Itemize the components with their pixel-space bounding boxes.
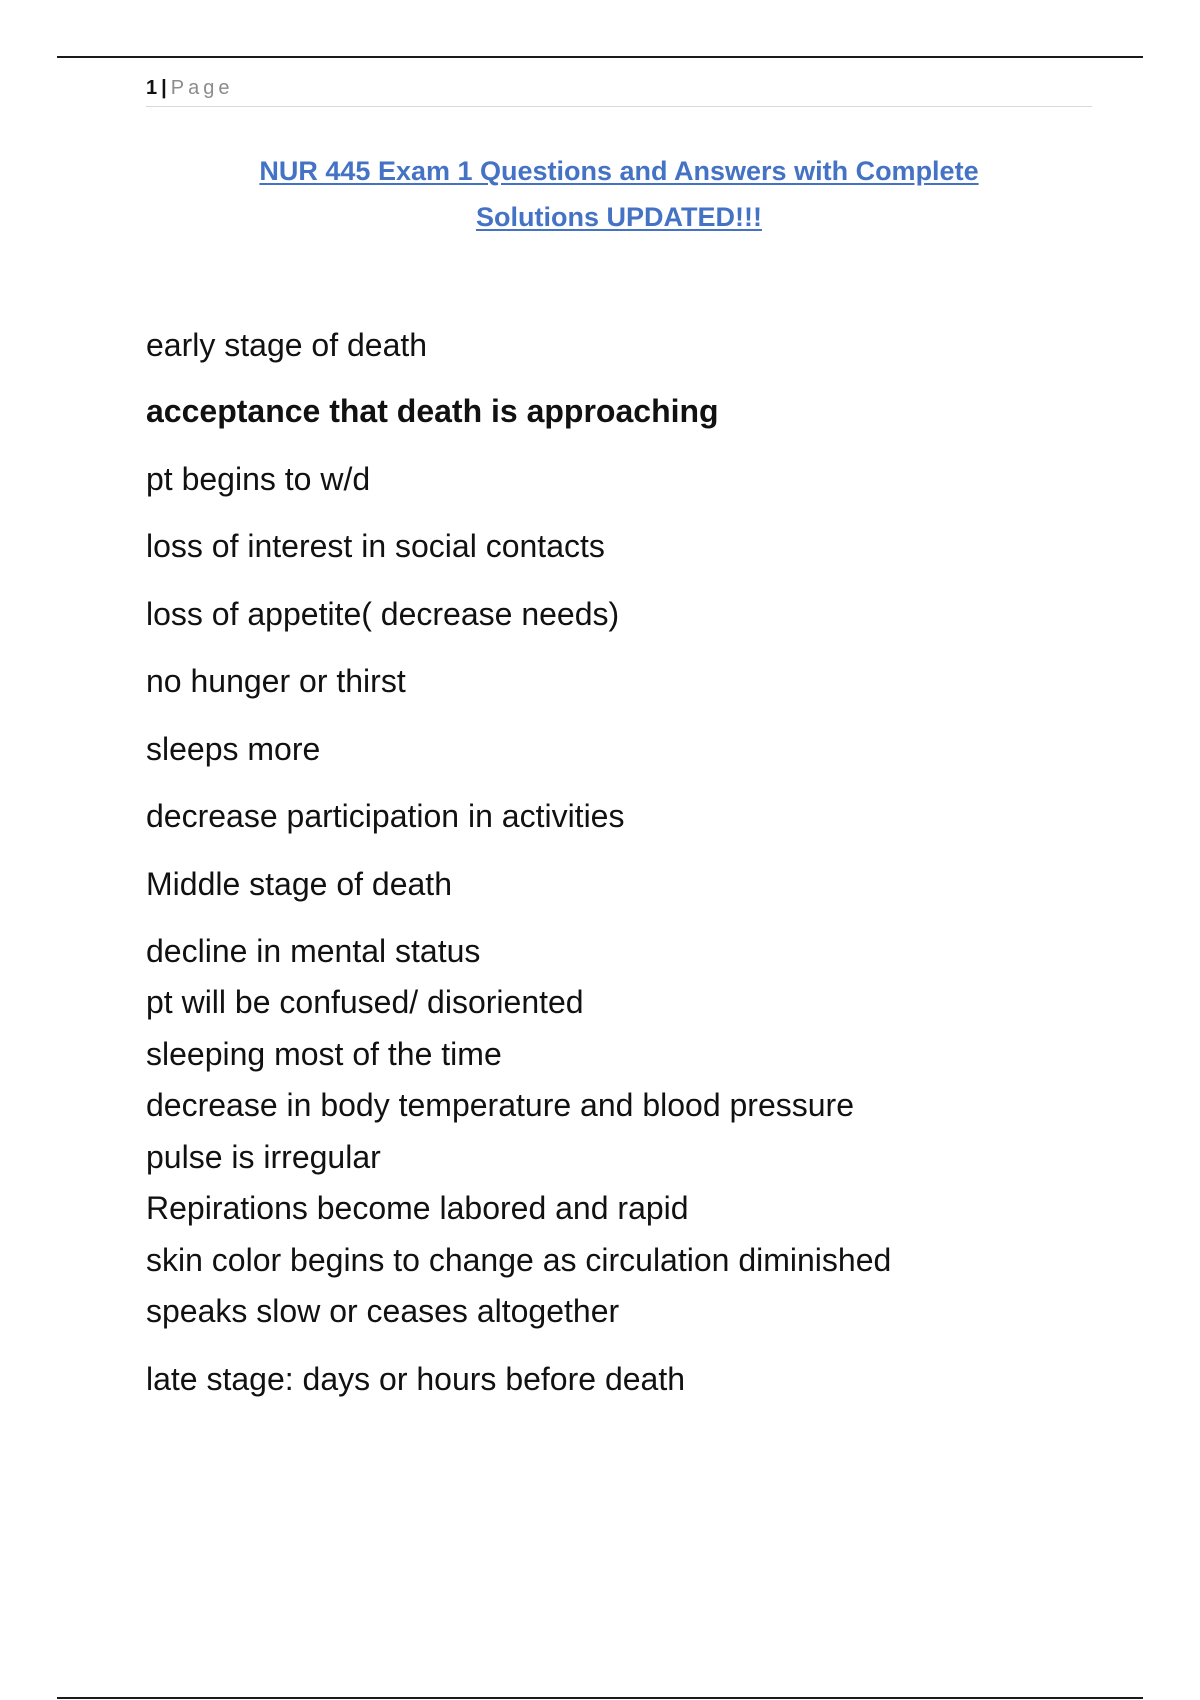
page-header — [146, 74, 1092, 107]
entry-text: sleeping most of the time — [146, 1036, 502, 1072]
entry-text: no hunger or thirst — [146, 663, 406, 699]
entry-text: early stage of death — [146, 327, 428, 363]
entry-text: decrease participation in activities — [146, 798, 625, 834]
document-title-line-2: Solutions UPDATED!!! — [476, 202, 762, 232]
entry-text: decline in mental status — [146, 933, 481, 969]
document-title-line-1: NUR 445 Exam 1 Questions and Answers with Complete — [259, 156, 979, 186]
bottom-rule — [57, 1697, 1143, 1699]
entry-text: loss of appetite( decrease needs) — [146, 596, 620, 632]
entry-text: skin color begins to change as circulation diminished — [146, 1242, 892, 1278]
entry-text: sleeps more — [146, 731, 321, 767]
entry-text: pulse is irregular — [146, 1139, 381, 1175]
entry-text: loss of interest in social contacts — [146, 528, 605, 564]
entry-text: late stage: days or hours before death — [146, 1361, 686, 1397]
top-rule — [57, 56, 1143, 58]
entry-text: Repirations become labored and rapid — [146, 1190, 689, 1226]
entry-text: speaks slow or ceases altogether — [146, 1293, 620, 1329]
entry-text: pt begins to w/d — [146, 461, 371, 497]
entry-text: Middle stage of death — [146, 866, 452, 902]
document-title — [146, 148, 1092, 240]
page-separator: | — [161, 77, 167, 99]
entry-text: decrease in body temperature and blood pressure — [146, 1087, 854, 1123]
entry-text: pt will be confused/ disoriented — [146, 984, 584, 1020]
page-number: 1 — [146, 77, 158, 99]
entry-text: acceptance that death is approaching — [146, 393, 719, 429]
page-word: Page — [170, 77, 234, 99]
